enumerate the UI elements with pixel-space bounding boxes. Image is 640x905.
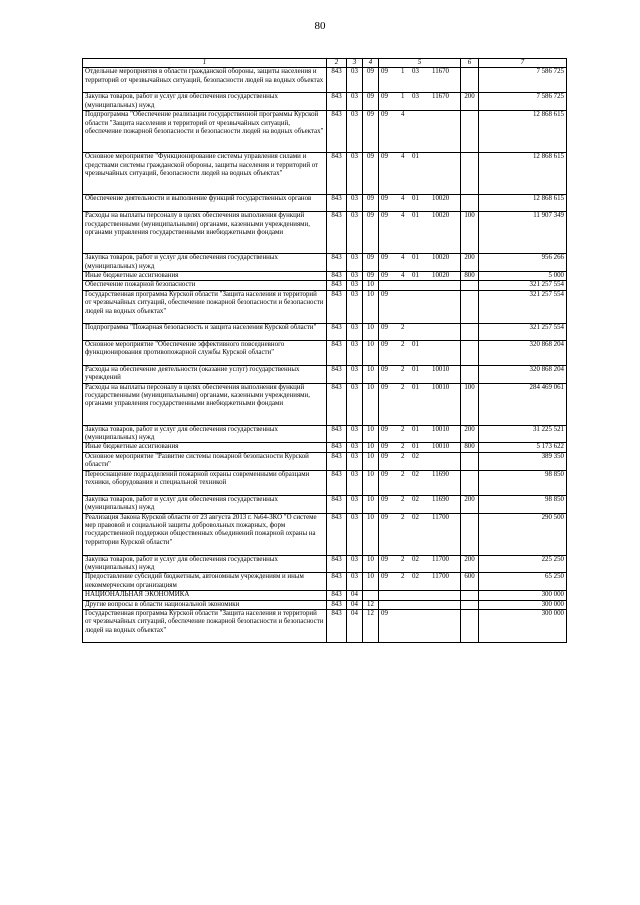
row-pr: 10 (363, 470, 379, 495)
table-row (83, 573, 567, 591)
target-article-part: 01 (412, 254, 419, 262)
row-sum: 321 257 554 (479, 290, 567, 323)
row-pr: 12 (363, 600, 379, 609)
row-rz: 03 (347, 443, 363, 452)
target-article-part: 2 (401, 383, 405, 391)
row-name: Закупка товаров, работ и услуг для обеспечения государственных (муниципальных) нужд (83, 425, 327, 443)
table-row (83, 272, 567, 281)
row-name: Иные бюджетные ассигнования (83, 272, 327, 281)
row-gr: 843 (327, 281, 347, 290)
row-sum: 290 500 (479, 513, 567, 555)
header-col-4: 4 (363, 59, 379, 68)
target-article-part: 4 (401, 272, 405, 280)
row-gr: 843 (327, 290, 347, 323)
row-gr: 843 (327, 153, 347, 195)
row-gr: 843 (327, 425, 347, 443)
row-sum: 956 266 (479, 254, 567, 272)
row-vr: 200 (461, 495, 479, 513)
row-rz: 03 (347, 573, 363, 591)
row-rz: 03 (347, 340, 363, 365)
row-target-article (379, 600, 461, 609)
target-article-part: 4 (401, 111, 405, 119)
table-row (83, 111, 567, 153)
target-article-part: 09 (381, 323, 388, 331)
row-sum: 98 850 (479, 495, 567, 513)
target-article-part: 09 (381, 153, 388, 161)
target-article-part: 4 (401, 153, 405, 161)
row-name: Основное мероприятие "Функционирование системы управления силами и средствами системы гражданской обороны, защиты населения и территорий от чрезвычайных ситуаций, безопасности людей на водных объектах" (83, 153, 327, 195)
header-col-1: 1 (83, 59, 327, 68)
row-name: Предоставление субсидий бюджетным, автономным учреждениям и иным некоммерческим организациям (83, 573, 327, 591)
row-gr: 843 (327, 443, 347, 452)
table-row (83, 555, 567, 573)
row-vr: 800 (461, 443, 479, 452)
header-col-2: 2 (327, 59, 347, 68)
row-target-article (379, 281, 461, 290)
row-sum: 65 250 (479, 573, 567, 591)
target-article-part: 1 (401, 93, 405, 101)
row-name: Обеспечение пожарной безопасности (83, 281, 327, 290)
row-vr (461, 290, 479, 323)
target-article-part: 01 (412, 212, 419, 220)
row-gr: 843 (327, 470, 347, 495)
target-article-part: 1 (401, 68, 405, 76)
row-target-article (379, 340, 461, 365)
row-sum: 225 250 (479, 555, 567, 573)
row-target-article (379, 513, 461, 555)
target-article-part: 01 (412, 195, 419, 203)
target-article-part: 01 (412, 425, 419, 433)
row-target-article (379, 93, 461, 111)
row-name: Переоснащение подразделений пожарной охраны современными образцами техники, оборудования и специальной техникой (83, 470, 327, 495)
target-article-part: 2 (401, 443, 405, 451)
row-pr: 10 (363, 513, 379, 555)
row-vr (461, 153, 479, 195)
row-target-article (379, 443, 461, 452)
table-row (83, 212, 567, 254)
target-article-part: 2 (401, 470, 405, 478)
row-vr: 200 (461, 93, 479, 111)
table-row (83, 93, 567, 111)
target-article-part: 10020 (432, 212, 450, 220)
table-row (83, 340, 567, 365)
target-article-part: 2 (401, 323, 405, 331)
row-sum: 320 868 204 (479, 340, 567, 365)
row-pr: 10 (363, 573, 379, 591)
target-article-part: 4 (401, 254, 405, 262)
row-target-article (379, 452, 461, 470)
row-gr: 843 (327, 513, 347, 555)
row-target-article (379, 470, 461, 495)
row-vr (461, 195, 479, 212)
target-article-part: 10010 (432, 425, 450, 433)
table-row (83, 443, 567, 452)
row-rz: 03 (347, 365, 363, 383)
table-row (83, 495, 567, 513)
table-row (83, 195, 567, 212)
row-gr: 843 (327, 555, 347, 573)
header-col-7: 7 (479, 59, 567, 68)
row-rz: 04 (347, 600, 363, 609)
row-name: Государственная программа Курской области "Защита населения и территорий от чрезвычайных ситуаций, обеспечение пожарной безопасности и безопасности людей на водных объектах" (83, 609, 327, 642)
row-pr: 10 (363, 281, 379, 290)
table-row (83, 513, 567, 555)
row-name: Закупка товаров, работ и услуг для обеспечения государственных (муниципальных) нужд (83, 495, 327, 513)
target-article-part: 11690 (432, 470, 449, 478)
row-target-article (379, 272, 461, 281)
target-article-part: 10010 (432, 383, 450, 391)
row-pr: 09 (363, 68, 379, 93)
row-vr: 800 (461, 272, 479, 281)
row-name: Закупка товаров, работ и услуг для обеспечения государственных (муниципальных) нужд (83, 555, 327, 573)
target-article-part: 03 (412, 68, 419, 76)
target-article-part: 2 (401, 555, 405, 563)
row-name: Подпрограмма "Пожарная безопасность и защита населения Курской области" (83, 323, 327, 340)
target-article-part: 11690 (432, 495, 449, 503)
row-vr: 100 (461, 383, 479, 425)
row-target-article (379, 68, 461, 93)
row-gr: 843 (327, 600, 347, 609)
header-col-6: 6 (461, 59, 479, 68)
target-article-part: 2 (401, 513, 405, 521)
row-name: Подпрограмма "Обеспечение реализации государственной программы Курской области "Защита населения и территорий от чрезвычайных ситуаций, обеспечение пожарной безопасности и безопасности людей на водных объектах" (83, 111, 327, 153)
table-row (83, 290, 567, 323)
target-article-part: 09 (381, 340, 388, 348)
target-article-part: 10020 (432, 272, 450, 280)
row-rz: 03 (347, 93, 363, 111)
target-article-part: 09 (381, 68, 388, 76)
row-sum: 7 586 725 (479, 68, 567, 93)
target-article-part: 11670 (432, 68, 449, 76)
table-row (83, 591, 567, 600)
table-row (83, 153, 567, 195)
row-rz: 04 (347, 591, 363, 600)
target-article-part: 01 (412, 365, 419, 373)
row-vr (461, 111, 479, 153)
row-sum: 12 868 615 (479, 195, 567, 212)
row-gr: 843 (327, 365, 347, 383)
row-target-article (379, 609, 461, 642)
row-pr: 09 (363, 111, 379, 153)
row-target-article (379, 573, 461, 591)
row-sum: 5 000 (479, 272, 567, 281)
row-sum: 31 225 521 (479, 425, 567, 443)
row-pr: 10 (363, 443, 379, 452)
row-target-article (379, 383, 461, 425)
target-article-part: 2 (401, 365, 405, 373)
row-name: Расходы на обеспечение деятельности (оказание услуг) государственных учреждений (83, 365, 327, 383)
row-vr: 200 (461, 555, 479, 573)
row-pr: 09 (363, 153, 379, 195)
row-vr (461, 591, 479, 600)
target-article-part: 09 (381, 290, 388, 298)
target-article-part: 09 (381, 425, 388, 433)
row-pr: 10 (363, 383, 379, 425)
row-sum: 5 173 622 (479, 443, 567, 452)
row-vr (461, 609, 479, 642)
target-article-part: 2 (401, 340, 405, 348)
target-article-part: 10020 (432, 195, 450, 203)
target-article-part: 09 (381, 470, 388, 478)
row-pr: 10 (363, 452, 379, 470)
row-sum: 321 257 554 (479, 281, 567, 290)
target-article-part: 02 (412, 573, 419, 581)
row-rz: 03 (347, 323, 363, 340)
row-sum: 300 000 (479, 609, 567, 642)
target-article-part: 02 (412, 470, 419, 478)
row-name: Государственная программа Курской области "Защита населения и территорий от чрезвычайных ситуаций, обеспечение пожарной безопасности и безопасности людей на водных объектах" (83, 290, 327, 323)
row-gr: 843 (327, 323, 347, 340)
row-rz: 03 (347, 254, 363, 272)
row-rz: 03 (347, 212, 363, 254)
row-gr: 843 (327, 111, 347, 153)
table-row (83, 281, 567, 290)
row-pr: 10 (363, 425, 379, 443)
budget-table (82, 58, 567, 643)
row-pr: 10 (363, 555, 379, 573)
row-vr: 200 (461, 254, 479, 272)
target-article-part: 11700 (432, 513, 449, 521)
row-name: Иные бюджетные ассигнования (83, 443, 327, 452)
table-row (83, 452, 567, 470)
row-name: Реализация Закона Курской области от 23 августа 2013 г. №64-ЗКО "О системе мер правовой и социальной защиты добровольных пожарных, форм государственной поддержки общественных объединений пожарной охраны на территории Курской области" (83, 513, 327, 555)
target-article-part: 09 (381, 383, 388, 391)
target-article-part: 02 (412, 495, 419, 503)
row-gr: 843 (327, 272, 347, 281)
target-article-part: 2 (401, 425, 405, 433)
table-row (83, 254, 567, 272)
target-article-part: 02 (412, 513, 419, 521)
row-sum: 7 586 725 (479, 93, 567, 111)
table-row (83, 323, 567, 340)
table-row (83, 609, 567, 642)
row-pr: 10 (363, 323, 379, 340)
row-name: Основное мероприятие "Развитие системы пожарной безопасности Курской области" (83, 452, 327, 470)
row-target-article (379, 212, 461, 254)
row-pr: 10 (363, 340, 379, 365)
row-target-article (379, 591, 461, 600)
row-name: Закупка товаров, работ и услуг для обеспечения государственных (муниципальных) нужд (83, 93, 327, 111)
target-article-part: 02 (412, 452, 419, 460)
target-article-part: 11700 (432, 555, 449, 563)
row-pr: 09 (363, 212, 379, 254)
target-article-part: 09 (381, 212, 388, 220)
target-article-part: 01 (412, 153, 419, 161)
row-gr: 843 (327, 195, 347, 212)
target-article-part: 09 (381, 443, 388, 451)
row-name: Основное мероприятие "Обеспечение эффективного повседневного функционирования противопожарной службы Курской области" (83, 340, 327, 365)
row-vr (461, 470, 479, 495)
target-article-part: 09 (381, 111, 388, 119)
row-rz: 03 (347, 470, 363, 495)
target-article-part: 10010 (432, 365, 450, 373)
row-target-article (379, 495, 461, 513)
target-article-part: 09 (381, 365, 388, 373)
row-pr (363, 591, 379, 600)
row-sum: 320 868 204 (479, 365, 567, 383)
row-sum: 11 907 349 (479, 212, 567, 254)
row-pr: 09 (363, 272, 379, 281)
target-article-part: 09 (381, 555, 388, 563)
row-gr: 843 (327, 383, 347, 425)
row-vr: 200 (461, 425, 479, 443)
target-article-part: 2 (401, 573, 405, 581)
row-vr: 100 (461, 212, 479, 254)
row-sum: 300 000 (479, 591, 567, 600)
row-gr: 843 (327, 212, 347, 254)
target-article-part: 01 (412, 272, 419, 280)
row-name: Обеспечение деятельности и выполнение функций государственных органов (83, 195, 327, 212)
row-gr: 843 (327, 591, 347, 600)
target-article-part: 09 (381, 609, 388, 617)
target-article-part: 4 (401, 195, 405, 203)
table-row (83, 425, 567, 443)
row-vr (461, 68, 479, 93)
target-article-part: 09 (381, 452, 388, 460)
row-rz: 03 (347, 555, 363, 573)
table-row (83, 470, 567, 495)
target-article-part: 4 (401, 212, 405, 220)
target-article-part: 09 (381, 495, 388, 503)
target-article-part: 01 (412, 383, 419, 391)
row-gr: 843 (327, 495, 347, 513)
page-number: 80 (314, 20, 326, 32)
row-pr: 09 (363, 195, 379, 212)
row-gr: 843 (327, 609, 347, 642)
target-article-part: 09 (381, 513, 388, 521)
row-pr: 09 (363, 254, 379, 272)
row-target-article (379, 111, 461, 153)
header-col-3: 3 (347, 59, 363, 68)
target-article-part: 09 (381, 195, 388, 203)
target-article-part: 02 (412, 555, 419, 563)
row-name: Отдельные мероприятия в области гражданской обороны, защиты населения и территорий от чрезвычайных ситуаций, безопасности людей на водных объектах (83, 68, 327, 93)
row-rz: 04 (347, 609, 363, 642)
row-name: Расходы на выплаты персоналу в целях обеспечения выполнения функций государственными (муниципальными) органами, казенными учреждениями, органами управления государственными внебюджетными фондами (83, 383, 327, 425)
target-article-part: 09 (381, 93, 388, 101)
target-article-part: 11700 (432, 573, 449, 581)
target-article-part: 2 (401, 495, 405, 503)
row-rz: 03 (347, 425, 363, 443)
row-sum: 300 000 (479, 600, 567, 609)
row-target-article (379, 290, 461, 323)
row-rz: 03 (347, 513, 363, 555)
target-article-part: 03 (412, 93, 419, 101)
row-rz: 03 (347, 452, 363, 470)
row-pr: 10 (363, 365, 379, 383)
row-vr (461, 513, 479, 555)
target-article-part: 10020 (432, 254, 450, 262)
target-article-part: 10010 (432, 443, 450, 451)
row-name: Расходы на выплаты персоналу в целях обеспечения выполнения функций государственными (муниципальными) органами, казенными учреждениями, органами управления государственными внебюджетными фондами (83, 212, 327, 254)
row-rz: 03 (347, 68, 363, 93)
row-target-article (379, 365, 461, 383)
target-article-part: 01 (412, 443, 419, 451)
row-target-article (379, 323, 461, 340)
row-vr (461, 365, 479, 383)
target-article-part: 09 (381, 254, 388, 262)
target-article-part: 01 (412, 340, 419, 348)
table-row (83, 365, 567, 383)
header-col-5: 5 (379, 59, 461, 68)
row-gr: 843 (327, 93, 347, 111)
target-article-part: 09 (381, 573, 388, 581)
row-gr: 843 (327, 573, 347, 591)
row-rz: 03 (347, 272, 363, 281)
row-rz: 03 (347, 111, 363, 153)
row-gr: 843 (327, 452, 347, 470)
row-name: НАЦИОНАЛЬНАЯ ЭКОНОМИКА (83, 591, 327, 600)
row-gr: 843 (327, 340, 347, 365)
row-rz: 03 (347, 281, 363, 290)
row-vr (461, 323, 479, 340)
row-rz: 03 (347, 195, 363, 212)
row-vr (461, 281, 479, 290)
target-article-part: 2 (401, 452, 405, 460)
row-pr: 10 (363, 495, 379, 513)
row-name: Закупка товаров, работ и услуг для обеспечения государственных (муниципальных) нужд (83, 254, 327, 272)
row-sum: 284 469 061 (479, 383, 567, 425)
row-pr: 12 (363, 609, 379, 642)
row-vr (461, 452, 479, 470)
row-sum: 12 868 615 (479, 153, 567, 195)
row-gr: 843 (327, 254, 347, 272)
target-article-part: 09 (381, 272, 388, 280)
table-row (83, 68, 567, 93)
target-article-part: 11670 (432, 93, 449, 101)
row-sum: 98 850 (479, 470, 567, 495)
row-pr: 09 (363, 93, 379, 111)
row-vr: 600 (461, 573, 479, 591)
row-sum: 389 350 (479, 452, 567, 470)
row-target-article (379, 254, 461, 272)
row-rz: 03 (347, 383, 363, 425)
row-sum: 12 868 615 (479, 111, 567, 153)
row-vr (461, 600, 479, 609)
row-target-article (379, 555, 461, 573)
row-rz: 03 (347, 153, 363, 195)
row-sum: 321 257 554 (479, 323, 567, 340)
row-rz: 03 (347, 495, 363, 513)
row-vr (461, 340, 479, 365)
row-gr: 843 (327, 68, 347, 93)
row-target-article (379, 195, 461, 212)
row-rz: 03 (347, 290, 363, 323)
row-target-article (379, 425, 461, 443)
row-target-article (379, 153, 461, 195)
table-header-row (83, 59, 567, 68)
row-pr: 10 (363, 290, 379, 323)
table-row (83, 600, 567, 609)
row-name: Другие вопросы в области национальной экономики (83, 600, 327, 609)
table-row (83, 383, 567, 425)
